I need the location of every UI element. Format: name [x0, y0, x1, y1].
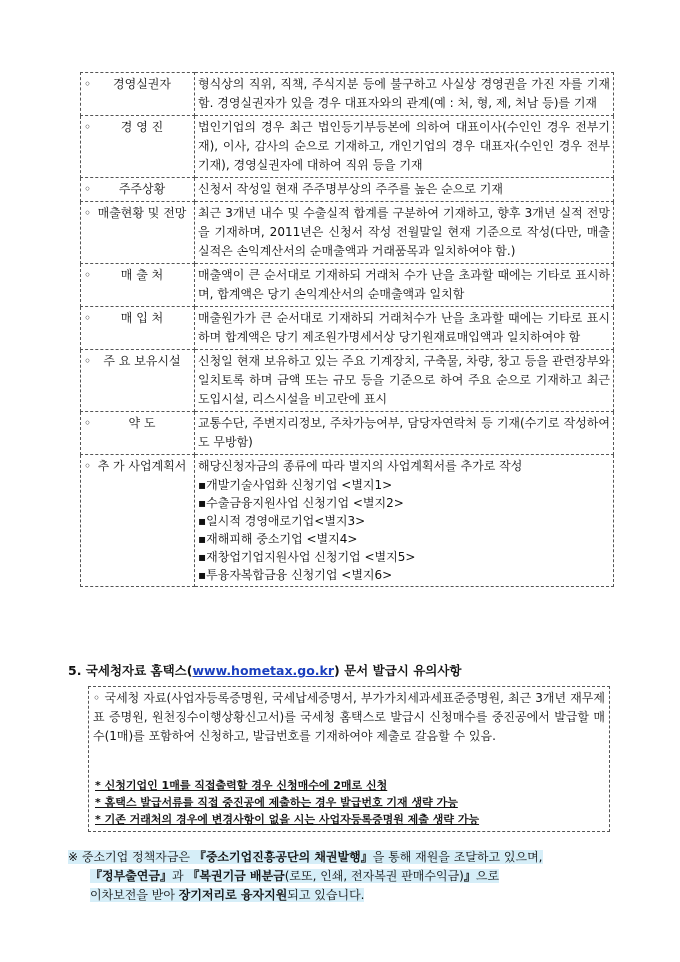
note-3: * 기존 거래처의 경우에 변경사항이 없을 시는 사업자등록증명원 제출 생략 가능 [95, 813, 480, 826]
instruction-table [80, 72, 614, 587]
row-description [195, 350, 614, 412]
table-row [81, 264, 614, 307]
row-label [81, 202, 195, 264]
bullet-icon: ◦ [84, 311, 92, 325]
section-title-prefix: 5. 국세청자료 홈택스( [68, 663, 193, 678]
section-title-suffix: ) 문서 발급시 유의사항 [334, 663, 462, 678]
row-description [195, 73, 614, 116]
row-label-text: 추 가 사업계획서 [97, 459, 187, 473]
table-row [81, 350, 614, 412]
row-description-text: 매출원가가 큰 순서대로 기재하되 거래처수가 난을 초과할 때에는 기타로 표시하며 합계액은 당기 제조원가명세서상 당기원재료매입액과 일치하여야 함 [198, 311, 610, 344]
funding-footnote [68, 848, 628, 905]
bullet-icon: ◦ [84, 268, 92, 282]
attachment-list-item: ▪일시적 경영애로기업<별지3> [198, 514, 366, 528]
table-row [81, 178, 614, 202]
row-label-text: 매출현황 및 전망 [97, 206, 187, 220]
table-row [81, 455, 614, 587]
attachment-list-item: ▪투융자복합금융 신청기업 <별지6> [198, 568, 393, 582]
hometax-notes [95, 777, 605, 828]
section-5-title [68, 661, 462, 679]
table-row [81, 307, 614, 350]
attachment-list-item: ▪개발기술사업화 신청기업 <별지1> [198, 478, 393, 492]
attachment-list-item: ▪수출금융지원사업 신청기업 <별지2> [198, 496, 404, 510]
attachment-list-item: ▪재해피해 중소기업 <별지4> [198, 532, 358, 546]
row-label-text: 매 입 처 [120, 311, 164, 325]
bullet-icon: ◦ [84, 354, 92, 368]
bullet-icon: ◦ [84, 182, 92, 196]
table-row [81, 73, 614, 116]
table-row [81, 116, 614, 178]
row-description-text: 해당신청자금의 종류에 따라 별지의 사업계획서를 추가로 작성 [198, 459, 523, 473]
row-description-text: 신청일 현재 보유하고 있는 주요 기계장치, 구축물, 차량, 창고 등을 관련장부와 일치토록 하며 금액 또는 규모 등을 기준으로 하여 주요 순으로 기재하고 최근 도입시설, 리스시설을 비고란에 표시 [198, 354, 610, 406]
bullet-icon: ◦ [84, 459, 92, 473]
attachment-list-item: ▪재창업기업지원사업 신청기업 <별지5> [198, 550, 416, 564]
row-description-text: 최근 3개년 내수 및 수출실적 합계를 구분하여 기재하고, 향후 3개년 실적 전망을 기재하며, 2011년은 신청서 작성 전월말일 현재 기준으로 작성(다만, 매출실적은 손익계산서의 순매출액과 거래품목과 일치하여야 함.) [198, 206, 610, 258]
row-label-text: 경영실권자 [113, 77, 171, 91]
row-label [81, 455, 195, 587]
row-label-text: 약 도 [128, 416, 156, 430]
row-description-text: 법인기업의 경우 최근 법인등기부등본에 의하여 대표이사(수인인 경우 전부기재), 이사, 감사의 순으로 기재하고, 개인기업의 경우 대표자(수인인 경우 전부 기재), 경영실권자에 대하여 직위 등을 기재 [198, 120, 610, 172]
bullet-icon: ◦ [84, 77, 92, 91]
note-1: * 신청기업인 1매를 직접출력할 경우 신청매수에 2매로 신청 [95, 779, 388, 792]
table-row [81, 202, 614, 264]
table-row [81, 412, 614, 455]
row-label [81, 264, 195, 307]
row-description-text: 신청서 작성일 현재 주주명부상의 주주를 높은 순으로 기재 [198, 182, 503, 196]
row-description [195, 202, 614, 264]
hometax-notice-text: ◦ 국세청 자료(사업자등록증명원, 국세납세증명서, 부가가치세과세표준증명원, 최근 3개년 재무제표 증명원, 원천징수이행상황신고서)를 국세청 홈택스로 발급시 신청매수를 중진공에서 발급할 매수(1매)를 포함하여 신청하고, 발급번호를 기재하여야 제출로 갈음할 수 있음. [93, 691, 605, 743]
hometax-notice-box [88, 686, 610, 832]
footnote-line-2: 『정부출연금』과 『복권기금 배분금(로또, 인쇄, 전자복권 판매수익금)』으로 [90, 869, 500, 883]
row-label-text: 주 요 보유시설 [103, 354, 181, 368]
row-label [81, 412, 195, 455]
row-description [195, 412, 614, 455]
row-label-text: 주주상황 [118, 182, 166, 196]
note-2: * 홈택스 발급서류를 직접 중진공에 제출하는 경우 발급번호 기재 생략 가능 [95, 796, 458, 809]
row-label [81, 73, 195, 116]
bullet-icon: ◦ [84, 206, 92, 220]
bullet-icon: ◦ [84, 120, 92, 134]
row-description [195, 307, 614, 350]
footnote-line-1: ※ 중소기업 정책자금은 『중소기업진흥공단의 채권발행』을 통해 재원을 조달하고 있으며, [68, 850, 543, 864]
row-description-text: 매출액이 큰 순서대로 기재하되 거래처 수가 난을 초과할 때에는 기타로 표시하며, 합계액은 당기 손익계산서의 순매출액과 일치함 [198, 268, 610, 301]
row-description-text: 교통수단, 주변지리정보, 주차가능여부, 담당자연락처 등 기재(수기로 작성하여도 무방함) [198, 416, 610, 449]
row-label-text: 매 출 처 [120, 268, 164, 282]
footnote-line-3: 이차보전을 받아 장기저리로 융자지원되고 있습니다. [90, 888, 365, 902]
bullet-icon: ◦ [84, 416, 92, 430]
row-description [195, 116, 614, 178]
row-label [81, 116, 195, 178]
row-description-text: 형식상의 직위, 직책, 주식지분 등에 불구하고 사실상 경영권을 가진 자를 기재함. 경영실권자가 있을 경우 대표자와의 관계(예 : 처, 형, 제, 처남 등)를 기재 [198, 77, 610, 110]
row-description [195, 264, 614, 307]
hometax-link[interactable]: www.hometax.go.kr [192, 663, 335, 678]
row-label [81, 178, 195, 202]
row-description [195, 178, 614, 202]
row-label [81, 350, 195, 412]
row-label-text: 경 영 진 [120, 120, 164, 134]
row-label [81, 307, 195, 350]
row-description [195, 455, 614, 587]
